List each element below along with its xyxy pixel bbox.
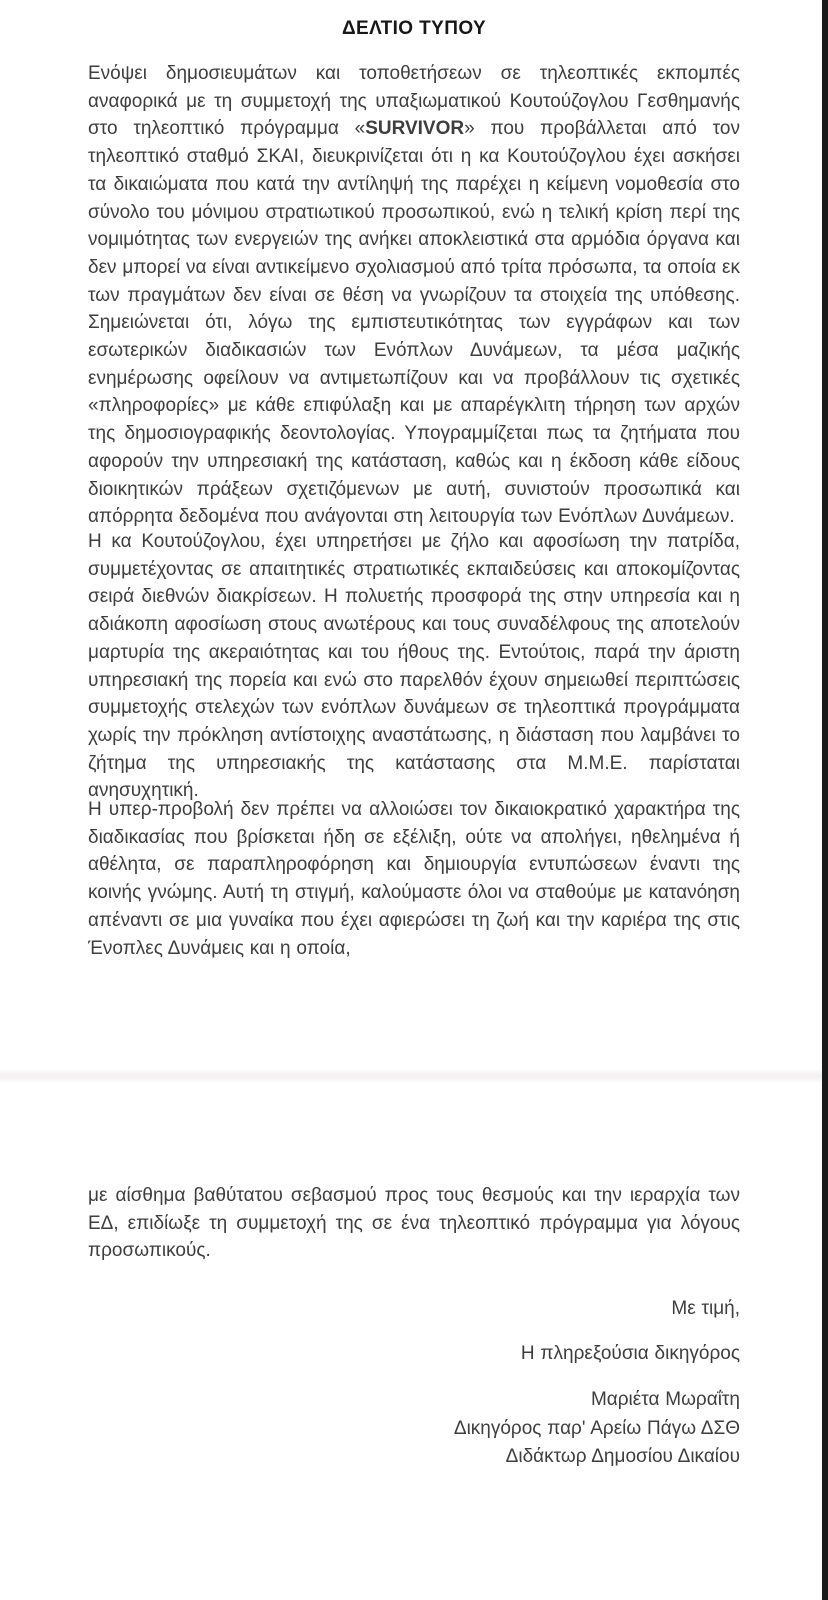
paragraph-1-text-post: » που προβάλλεται από τον τηλεοπτικό σταθμό ΣΚΑΙ, διευκρινίζεται ότι η κα Κουτούζογλου έχει ασκήσει τα δικαιώματα που κατά την αντίληψή της παρέχει η κείμενη νομοθεσία στο σύνολο του μόνιμου στρατιωτικού προσωπικού, ενώ η τελική κρίση περί της νομιμότητας των ενεργειών της ανήκει αποκλειστικά στα αρμόδια όργανα και δεν μπορεί να είναι αντικείμενο σχολιασμού από τρίτα πρόσωπα, τα οποία εκ των πραγμάτων δεν είναι σε θέση να γνωρίζουν τα στοιχεία της υπόθεσης. Σημειώνεται ότι, λόγω της εμπιστευτικότητας των εγγράφων και των εσωτερικών διαδικασιών των Ενόπλων Δυνάμεων, τα μέσα μαζικής ενημέρωσης οφείλουν να αντιμετωπίζουν και να προβάλλουν τις σχετικές «πληροφορίες» με κάθε επιφύλαξη και με απαρέγκλιτη τήρηση των αρχών της δημοσιογραφικής δεοντολογίας. Υπογραμμίζεται πως τα ζητήματα που αφορούν την υπηρεσιακή της κατάσταση, καθώς και η έκδοση κάθε είδους διοικητικών πράξεων σχετιζόμενων με αυτή, συνιστούν προσωπικά και απόρρητα δεδομένα που ανάγονται στη λειτουργία των Ενόπλων Δυνάμεων.: [88, 118, 740, 528]
signature-name: Μαριέτα Μωραΐτη: [590, 1389, 740, 1410]
page-separator: [0, 1070, 828, 1082]
paragraph-service-record: Η κα Κουτούζογλου, έχει υπηρετήσει με ζήλο και αφοσίωση την πατρίδα, συμμετέχοντας σε απαιτητικές στρατιωτικές εκπαιδεύσεις και αποκομίζοντας σειρά διεθνών διακρίσεων. Η πολυετής προσφορά της στην υπηρεσία και η αδιάκοπη αφοσίωση στους ανωτέρους και τους συναδέλφους της αποτελούν μαρτυρία της ακεραιότητας και του ήθους της. Εντούτοις, παρά την άριστη υπηρεσιακή της πορεία και ενώ στο παρελθόν έχουν σημειωθεί περιπτώσεις συμμετοχής στελεχών των ενόπλων δυνάμεων σε τηλεοπτικά προγράμματα χωρίς την πρόκληση αντίστοιχης αναστάτωσης, η διάσταση που λαμβάνει το ζήτημα της υπηρεσιακής της κατάστασης στα Μ.Μ.Ε. παρίσταται ανησυχητική.: [88, 531, 740, 802]
closing-role: Η πληρεξούσια δικηγόρος: [520, 1343, 740, 1364]
signature-title-lawyer: Δικηγόρος παρ' Αρείω Πάγω ΔΣΘ: [453, 1417, 740, 1439]
paragraph-press-intro: [88, 60, 740, 531]
document-title: ΔΕΛΤΙΟ ΤΥΠΟΥ: [341, 18, 487, 39]
signature-title-doctorate: Διδάκτωρ Δημοσίου Δικαίου: [505, 1446, 740, 1468]
scrollbar[interactable]: [822, 0, 828, 1600]
paragraph-media-overexposure: Η υπερ-προβολή δεν πρέπει να αλλοιώσει τον δικαιοκρατικό χαρακτήρα της διαδικασίας που βρίσκεται ήδη σε εξέλιξη, ούτε να απολήγει, ηθελημένα ή αθέλητα, σε παραπληροφόρηση και δημιουργία εντυπώσεων έναντι της κοινής γνώμης. Αυτή τη στιγμή, καλούμαστε όλοι να σταθούμε με κατανόηση απέναντι σε μια γυναίκα που έχει αφιερώσει τη ζωή και την καριέρα της στις Ένοπλες Δυνάμεις και η οποία,: [88, 799, 740, 959]
paragraph-1-text-pre: Ενόψει δημοσιευμάτων και τοποθετήσεων σε τηλεοπτικές εκπομπές αναφορικά με τη συμμετοχή της υπαξιωματικού Κουτούζογλου Γεσθημανής στο τηλεοπτικό πρόγραμμα «: [88, 63, 740, 140]
paragraph-page2-continuation: με αίσθημα βαθύτατου σεβασμού προς τους θεσμούς και την ιεραρχία των ΕΔ, επιδίωξε τη συμμετοχή της σε ένα τηλεοπτικό πρόγραμμα για λόγους προσωπικούς.: [88, 1185, 740, 1262]
closing-salutation: Με τιμή,: [671, 1298, 740, 1319]
survivor-program-name: SURVIVOR: [365, 118, 465, 140]
signature-block: [88, 1386, 740, 1472]
